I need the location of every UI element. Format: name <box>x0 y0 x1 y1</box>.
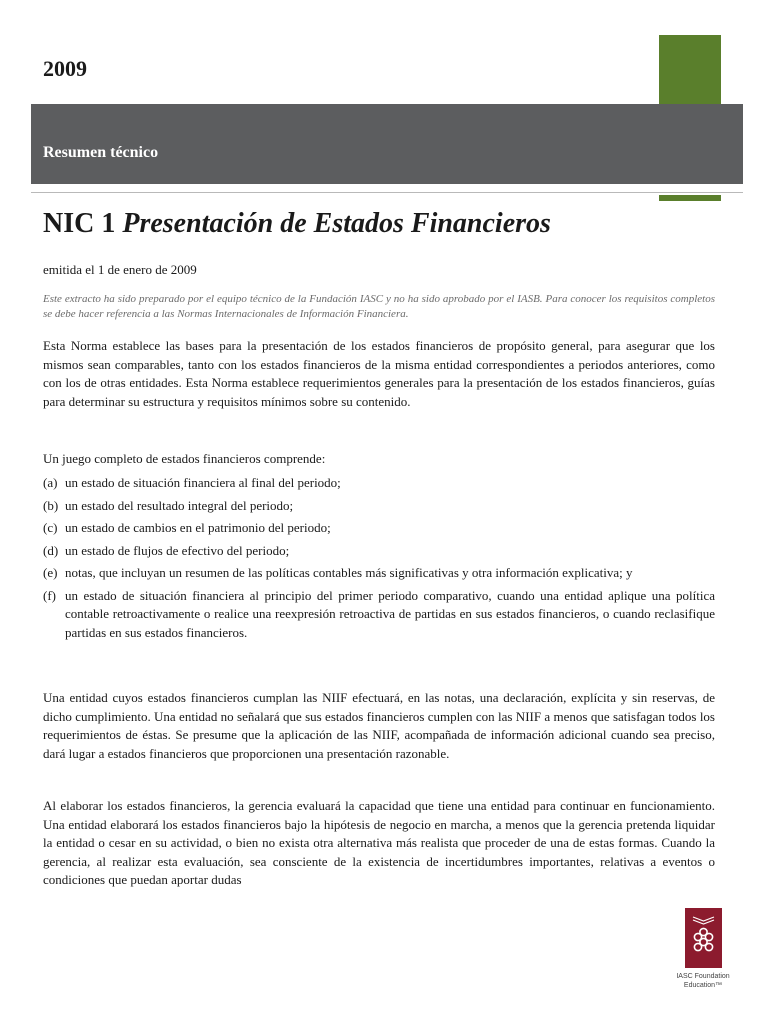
financial-statements-list <box>43 474 715 646</box>
paragraph-compliance: Una entidad cuyos estados financieros cumplan las NIIF efectuará, en las notas, una declaración, explícita y sin reservas, de dicho cumplimiento. Una entidad no señalará que sus estados financieros cumplen con las NIIF a menos que satisfagan todos los requerimientos de éstas. Se presume que la aplicación de las NIIF, acompañada de información adicional cuando sea preciso, dará lugar a estados financieros que proporcionen una presentación razonable. <box>43 690 715 761</box>
list-marker: (d) <box>43 542 59 558</box>
list-marker: (a) <box>43 475 58 490</box>
title-prefix: NIC 1 <box>43 208 116 239</box>
header-banner <box>31 104 743 184</box>
paragraph-going-concern: Al elaborar los estados financieros, la gerencia evaluará la capacidad que tiene una entidad para continuar en funcionamiento. Una entidad elaborará los estados financieros bajo la hipótesis de negocio en marcha, a menos que la gerencia pretenda liquidar la entidad o cesar en su actividad, o bien no exista otra alternativa más realista que proceder de una de estas formas. Cuando la gerencia, al realizar esta evaluación, sea consciente de la existencia de incertidumbres importantes, relativas a eventos o condiciones que puedan aportar dudas <box>43 798 715 887</box>
banner-title: Resumen técnico <box>43 144 159 161</box>
list-marker: (b) <box>43 497 59 513</box>
list-item <box>43 542 715 561</box>
logo-text <box>666 972 740 990</box>
list-text: un estado de situación financiera al final del periodo; <box>65 475 341 490</box>
list-item <box>43 474 715 493</box>
list-item <box>43 497 715 516</box>
issue-date: emitida el 1 de enero de 2009 <box>43 262 197 277</box>
list-text: un estado del resultado integral del periodo; <box>65 497 294 513</box>
divider-line <box>31 192 743 193</box>
green-accent-bar <box>659 195 721 201</box>
list-marker: (f) <box>43 587 56 603</box>
list-lead: Un juego completo de estados financieros comprende: <box>43 451 326 466</box>
iasc-logo <box>672 908 734 998</box>
logo-emblem <box>685 908 722 968</box>
disclaimer: Este extracto ha sido preparado por el equipo técnico de la Fundación IASC y no ha sido aprobado por el IASB. Para conocer los requisitos completos se debe hacer referencia a las Normas Internacionales de Información Financiera. <box>43 293 715 320</box>
list-marker: (e) <box>43 565 58 580</box>
list-item <box>43 519 715 538</box>
green-accent-tab <box>659 35 721 115</box>
logo-line-1: IASC Foundation <box>676 973 730 980</box>
logo-line-2: Education™ <box>683 982 723 989</box>
list-item <box>43 564 715 583</box>
list-text: notas, que incluyan un resumen de las políticas contables más significativas y otra información explicativa; y <box>65 565 633 580</box>
book-emblem-icon <box>685 908 722 968</box>
list-text: un estado de flujos de efectivo del periodo; <box>65 542 290 558</box>
list-text: un estado de cambios en el patrimonio del periodo; <box>65 520 331 535</box>
page-title <box>43 208 551 240</box>
list-text: un estado de situación financiera al principio del primer periodo comparativo, cuando una entidad aplique una política contable retroactivamente o realice una reexpresión retroactiva de partidas en sus estados financieros, o cuando reclasifique partidas en sus estados financieros. <box>65 587 715 640</box>
paragraph-intro: Esta Norma establece las bases para la presentación de los estados financieros de propósito general, para asegurar que los mismos sean comparables, tanto con los estados financieros de la misma entidad correspondientes a periodos anteriores, como con los de otras entidades. Esta Norma establece requerimientos generales para la presentación de los estados financieros, guías para determinar su estructura y requisitos mínimos sobre su contenido. <box>43 338 715 409</box>
title-italic: Presentación de Estados Financieros <box>122 208 551 239</box>
list-item <box>43 587 715 643</box>
list-marker: (c) <box>43 520 58 535</box>
document-year: 2009 <box>43 56 87 81</box>
